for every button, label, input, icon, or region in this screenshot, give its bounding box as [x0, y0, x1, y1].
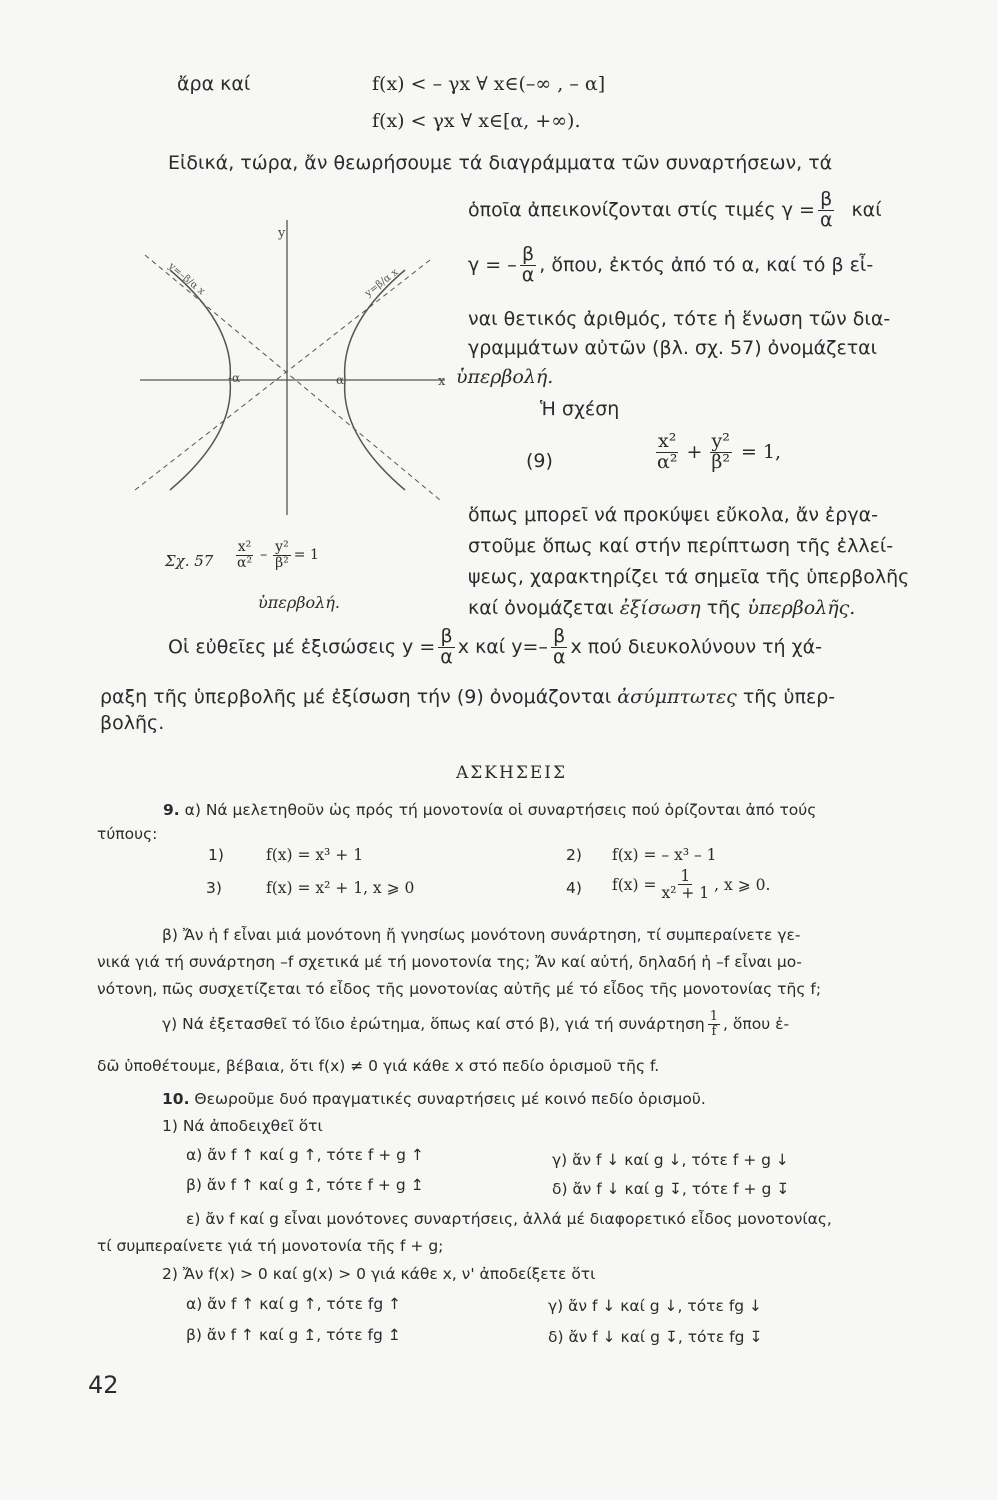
ex9-g-line1a: γ) Νά ἐξετασθεῖ τό ἴδιο ἐρώτημα, ὅπως καί στό β), γιά τή συνάρτηση: [162, 1015, 705, 1034]
figure-caption-name: ὑπερβολή.: [258, 593, 340, 612]
frac-den: α²: [237, 554, 253, 571]
ex9-f4-post: , x ⩾ 0.: [714, 875, 771, 894]
para3-line1b: x καί y=–: [457, 636, 548, 659]
para1-line3a: γ = –: [468, 254, 517, 277]
caption-frac-y2-b2: [273, 540, 291, 570]
para2-line4: [468, 597, 855, 619]
ex9-f4-pre: f(x) =: [612, 875, 657, 894]
equals-one: = 1,: [740, 441, 782, 464]
frac-x2-a2: [655, 432, 679, 473]
fraction-beta-alpha: [818, 190, 835, 231]
a-label: α: [336, 373, 345, 387]
para3-line1a: Οἱ εὐθεῖες μέ ἐξισώσεις y =: [168, 636, 436, 659]
para3-line2a: ραξη τῆς ὑπερβολῆς μέ ἐξίσωση τήν (9) ὀνομάζονται: [100, 686, 612, 708]
ex9-f1-label: 1): [208, 846, 224, 864]
ex10-1a: α) ἄν f ↑ καί g ↑, τότε f + g ↑: [186, 1146, 424, 1164]
hyperbola-equation: [652, 432, 781, 473]
y-axis-label: y: [278, 226, 286, 241]
ex9-typous: τύπους:: [97, 825, 158, 843]
frac-den: α²: [657, 450, 678, 473]
relation-intro: Ἡ σχέση: [540, 398, 620, 420]
asymptote-left-label: y=–β/α x: [166, 260, 207, 298]
fraction-beta-alpha-2: [520, 245, 537, 286]
ex10-intro-text: Θεωροῦμε δυό πραγματικές συναρτήσεις μέ κοινό πεδίο ὁρισμοῦ.: [194, 1090, 706, 1108]
ex10-2g: γ) ἄν f ↓ καί g ↓, τότε fg ↓: [548, 1297, 763, 1315]
ex10-part2: 2) Ἄν f(x) > 0 καί g(x) > 0 γιά κάθε x, ν' ἀποδείξετε ὅτι: [162, 1265, 596, 1283]
para2-line1: ὅπως μπορεῖ νά προκύψει εὔκολα, ἄν ἐργα-: [468, 504, 878, 526]
frac-num: x²: [658, 430, 677, 452]
para1-line3: [468, 245, 873, 286]
frac-den: α: [552, 645, 566, 668]
ex9-f4: [612, 868, 770, 902]
ex9-g-line1b: , ὅπου ἐ-: [723, 1015, 790, 1034]
ex9-number: 9.: [163, 801, 180, 819]
ex9-g-line2: δῶ ὑποθέτουμε, βέβαια, ὅτι f(x) ≠ 0 γιά κάθε x στό πεδίο ὁρισμοῦ τῆς f.: [97, 1057, 660, 1075]
para3-line2: [100, 686, 835, 708]
ex9-g-fraction: [708, 1010, 720, 1038]
para1-line4: ναι θετικός ἀριθμός, τότε ἡ ἕνωση τῶν δια-: [468, 308, 891, 330]
x-axis-label: x: [438, 374, 446, 389]
inequality-1: f(x) < – γx ∀ x∈(–∞ , – α]: [372, 73, 606, 95]
ex10-intro: [162, 1090, 706, 1108]
frac-num: β: [521, 243, 535, 265]
frac-num: β: [553, 625, 566, 647]
exercises-heading: ΑΣΚΗΣΕΙΣ: [456, 763, 567, 783]
para3-line3: βολῆς.: [100, 712, 165, 734]
para2-line4c: τῆς: [706, 597, 742, 619]
ex9-f4-fraction: [660, 868, 712, 902]
caption-minus: –: [260, 547, 268, 564]
ex9-f1: f(x) = x³ + 1: [266, 846, 364, 864]
neg-a-label: -α: [228, 371, 241, 385]
ex10-1b: β) ἄν f ↑ καί g ↥, τότε f + g ↥: [186, 1176, 424, 1194]
asymptote-right-label: y=β/α x: [363, 266, 401, 300]
para1-line3b: , ὅπου, ἐκτός ἀπό τό α, καί τό β εἶ-: [539, 254, 874, 277]
frac-num: 1: [709, 1009, 719, 1024]
frac-den: β²: [275, 554, 289, 571]
ex10-2a: α) ἄν f ↑ καί g ↑, τότε fg ↑: [186, 1295, 402, 1313]
ex10-1e-line2: τί συμπεραίνετε γιά τή μονοτονία τῆς f + g;: [97, 1237, 444, 1255]
ex9-b-line2: νικά γιά τή συνάρτηση –f σχετικά μέ τή μονοτονία της; Ἄν καί αὐτή, δηλαδή ἡ –f εἶναι μο-: [97, 953, 802, 971]
para2-line4a: καί ὀνομάζεται: [468, 597, 614, 619]
para2-term-equation: ἐξίσωση: [619, 597, 701, 619]
ex9-b-line1: β) Ἄν ἡ f εἶναι μιά μονότονη ἤ γνησίως μονότονη συνάρτηση, τί συμπεραίνετε γε-: [162, 926, 801, 944]
frac-num: β: [820, 188, 833, 210]
para2-line3: ψεως, χαρακτηρίζει τά σημεῖα τῆς ὑπερβολῆς: [468, 566, 910, 588]
para1-line2b: καί: [851, 199, 882, 222]
frac-den: f: [711, 1023, 717, 1039]
ara-kai-text: ἄρα καί: [177, 73, 251, 95]
plus-sign: +: [686, 441, 703, 464]
para3-line1: [168, 627, 822, 668]
ex9-f3: f(x) = x² + 1, x ⩾ 0: [266, 879, 415, 897]
ex9-g-line1: [162, 1010, 789, 1038]
ex9-f2-label: 2): [566, 846, 582, 864]
frac-den: α: [440, 645, 453, 668]
frac-den: α: [521, 263, 535, 286]
para3-line1c: x πού διευκολύνουν τή χά-: [570, 636, 822, 659]
hyperbola-figure: [130, 215, 460, 515]
frac-num: β: [440, 625, 453, 647]
frac-den: β²: [711, 450, 730, 473]
para1-line2: [468, 190, 882, 231]
ex9-f3-label: 3): [206, 879, 222, 897]
para2-term-hyperbola: ὑπερβολῆς.: [747, 597, 856, 619]
para1-line1: Εἰδικά, τώρα, ἄν θεωρήσουμε τά διαγράμματα τῶν συναρτήσεων, τά: [168, 152, 833, 174]
para1-line6-term: ὑπερβολή.: [456, 366, 554, 388]
ex9-f4-label: 4): [566, 879, 582, 897]
figure-caption-label: Σχ. 57: [165, 552, 214, 570]
para3-fraction-1: [438, 627, 455, 668]
figure-caption-equation: [232, 540, 319, 570]
caption-eq-one: = 1: [293, 547, 319, 564]
frac-y2-b2: [709, 432, 732, 473]
inequality-2: f(x) < γx ∀ x∈[α, +∞).: [372, 110, 581, 132]
frac-den: α: [819, 208, 833, 231]
ex10-2d: δ) ἄν f ↓ καί g ↧, τότε fg ↧: [548, 1328, 763, 1346]
page-number: 42: [88, 1371, 119, 1399]
ex10-2b: β) ἄν f ↑ καί g ↥, τότε fg ↥: [186, 1326, 401, 1344]
para2-line2: στοῦμε ὅπως καί στήν περίπτωση τῆς ἐλλεί-: [468, 535, 894, 557]
frac-num: x²: [237, 539, 252, 555]
para1-line5: γραμμάτων αὐτῶν (βλ. σχ. 57) ὀνομάζεται: [468, 337, 878, 359]
ex10-1e-line1: ε) ἄν f καί g εἶναι μονότονες συναρτήσεις, ἀλλά μέ διαφορετικό εἶδος μονοτονίας,: [186, 1210, 832, 1228]
ex10-1g: γ) ἄν f ↓ καί g ↓, τότε f + g ↓: [552, 1151, 789, 1169]
ex9-intro-text: α) Νά μελετηθοῦν ὡς πρός τή μονοτονία οἱ συναρτήσεις πού ὁρίζονται ἀπό τούς: [184, 801, 817, 819]
para3-term-asymptotes: ἀσύμπτωτες: [617, 686, 737, 708]
frac-den: x² + 1: [661, 884, 710, 903]
para3-line2c: τῆς ὑπερ-: [742, 686, 836, 708]
asymptote-positive: [135, 260, 430, 490]
para3-fraction-2: [551, 627, 568, 668]
equation-label: (9): [526, 450, 553, 472]
frac-num: y²: [711, 430, 730, 452]
ex9-intro: [163, 801, 816, 819]
frac-num: 1: [680, 867, 691, 885]
ex9-f2: f(x) = – x³ – 1: [612, 846, 717, 864]
ex9-b-line3: νότονη, πῶς συσχετίζεται τό εἶδος τῆς μονοτονίας αὐτῆς μέ τό εἶδος τῆς μονοτονίας τῆς f;: [97, 980, 822, 998]
ex10-part1: 1) Νά ἀποδειχθεῖ ὅτι: [162, 1117, 323, 1135]
asymptote-negative: [145, 255, 440, 500]
caption-frac-x2-a2: [235, 540, 254, 570]
para1-line2a: ὁποῖα ἀπεικονίζονται στίς τιμές γ =: [468, 199, 815, 222]
ex10-1d: δ) ἄν f ↓ καί g ↧, τότε f + g ↧: [552, 1180, 790, 1198]
frac-num: y²: [275, 539, 289, 555]
ex10-number: 10.: [162, 1090, 190, 1108]
